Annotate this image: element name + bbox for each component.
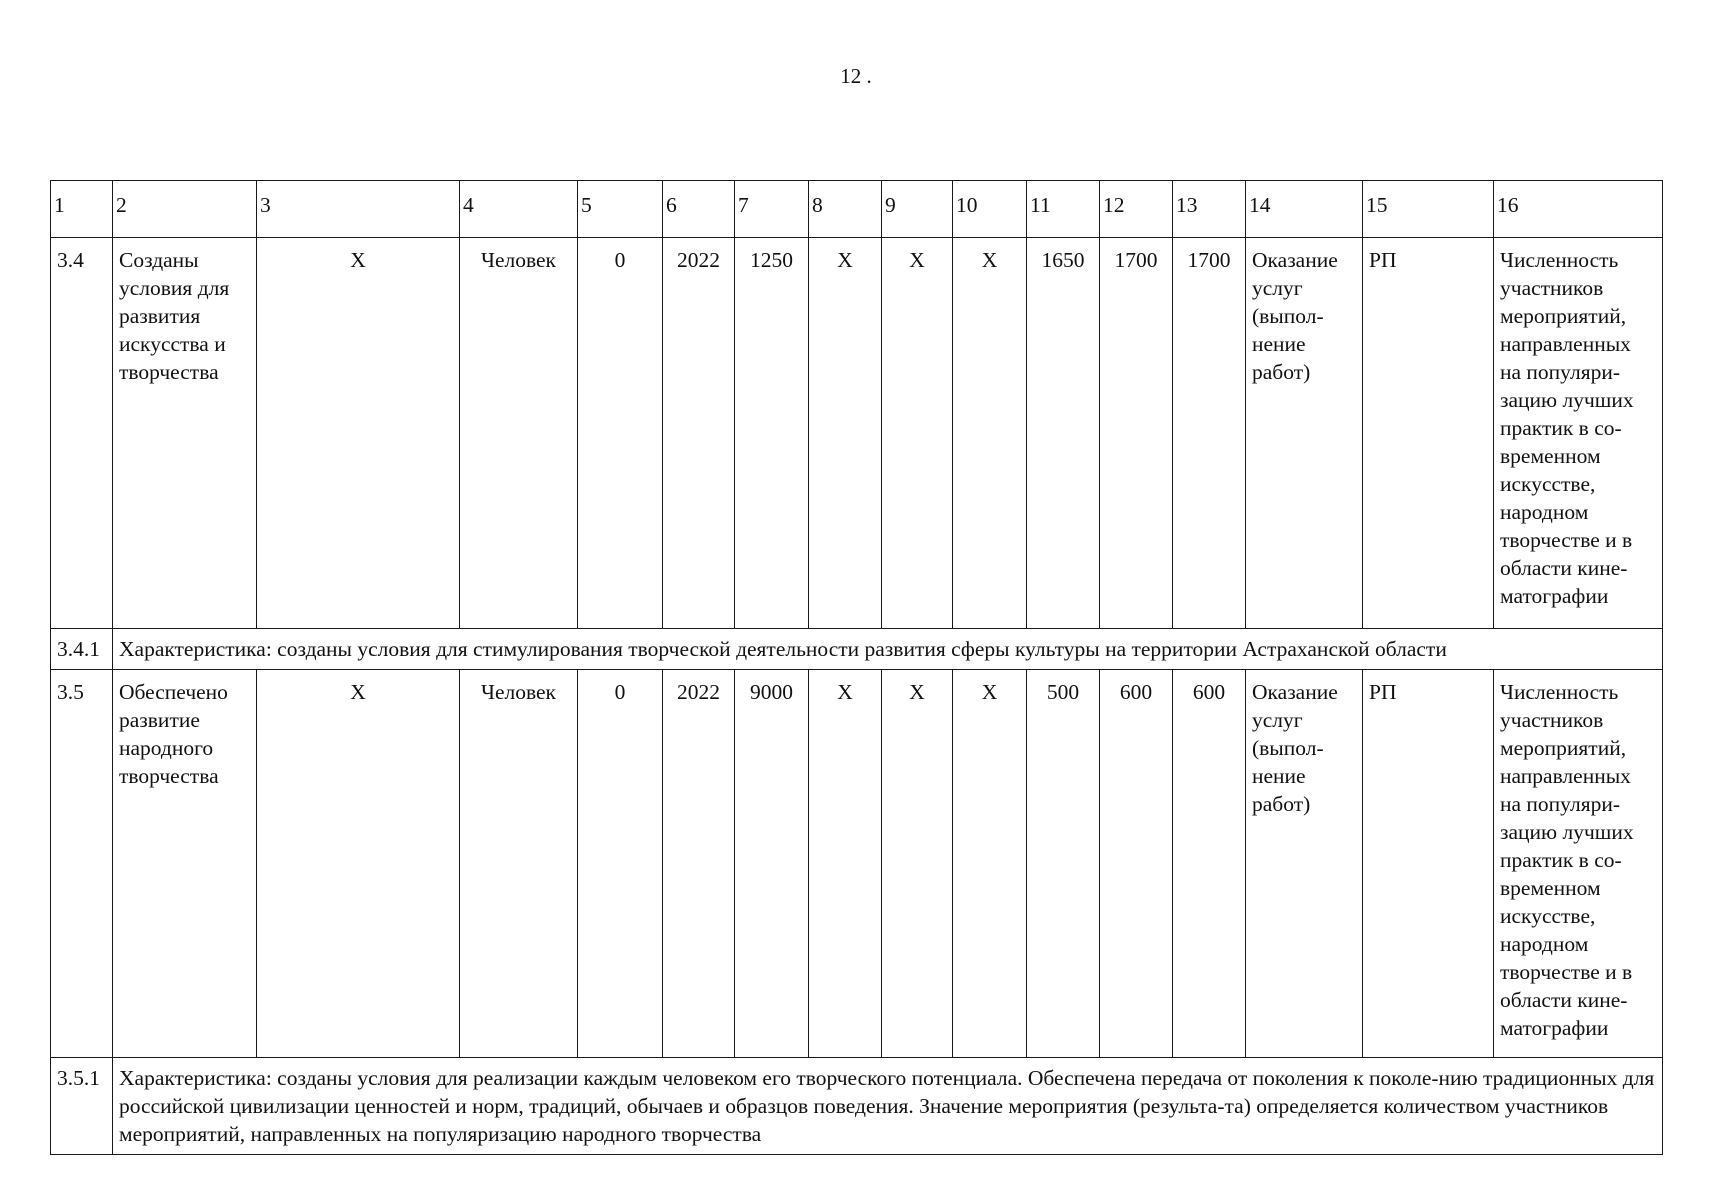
column-number-cell: 8 — [809, 181, 882, 238]
col3-value: Х — [257, 238, 460, 629]
result-name: Обеспечено развитие народного творчества — [113, 670, 257, 1058]
characteristic-row — [51, 1058, 1663, 1155]
base-value: 0 — [578, 670, 663, 1058]
result-description: Численность участников мероприятий, направленных на популяри-зацию лучших практик в со-временном искусстве, народном творчестве и в области кине-матографии — [1494, 238, 1663, 629]
col3-value: Х — [257, 670, 460, 1058]
col13-value: 600 — [1173, 670, 1246, 1058]
column-number-cell: 1 — [51, 181, 113, 238]
column-number-cell: 11 — [1027, 181, 1100, 238]
page-number: 12 . — [840, 64, 872, 88]
result-level: РП — [1363, 238, 1494, 629]
col13-value: 1700 — [1173, 238, 1246, 629]
column-number-cell: 4 — [460, 181, 578, 238]
col9-value: Х — [882, 670, 953, 1058]
result-level: РП — [1363, 670, 1494, 1058]
row-number: 3.4 — [51, 238, 113, 629]
base-year: 2022 — [663, 670, 735, 1058]
column-number-cell: 6 — [663, 181, 735, 238]
characteristic-number: 3.5.1 — [51, 1058, 113, 1155]
column-number-cell: 3 — [257, 181, 460, 238]
base-year: 2022 — [663, 238, 735, 629]
column-number-cell: 10 — [953, 181, 1027, 238]
column-number-cell: 7 — [735, 181, 809, 238]
column-number-cell: 9 — [882, 181, 953, 238]
characteristic-number: 3.4.1 — [51, 629, 113, 670]
characteristic-text: Характеристика: созданы условия для реализации каждым человеком его творческого потенциала. Обеспечена передача от поколения к поколе-нию традиционных для российской цивилизации ценностей и норм, традиций, обычаев и образцов поведения. Значение мероприятия (результа-та) определяется количеством участников мероприятий, направленных на популяризацию народного творчества — [113, 1058, 1663, 1155]
col7-value: 9000 — [735, 670, 809, 1058]
result-description: Численность участников мероприятий, направленных на популяри-зацию лучших практик в со-временном искусстве, народном творчестве и в области кине-матографии — [1494, 670, 1663, 1058]
col12-value: 600 — [1100, 670, 1173, 1058]
column-number-cell: 2 — [113, 181, 257, 238]
table-row — [51, 238, 1663, 629]
column-number-cell: 15 — [1363, 181, 1494, 238]
result-type: Оказание услуг (выпол-нение работ) — [1246, 238, 1363, 629]
result-name: Созданы условия для развития искусства и творчества — [113, 238, 257, 629]
column-number-cell: 14 — [1246, 181, 1363, 238]
characteristic-row — [51, 629, 1663, 670]
col10-value: Х — [953, 670, 1027, 1058]
table-row — [51, 670, 1663, 1058]
col10-value: Х — [953, 238, 1027, 629]
col8-value: Х — [809, 238, 882, 629]
col9-value: Х — [882, 238, 953, 629]
col11-value: 1650 — [1027, 238, 1100, 629]
characteristic-text: Характеристика: созданы условия для стимулирования творческой деятельности развития сферы культуры на территории Астраханской области — [113, 629, 1663, 670]
col7-value: 1250 — [735, 238, 809, 629]
unit-value: Человек — [460, 238, 578, 629]
unit-value: Человек — [460, 670, 578, 1058]
base-value: 0 — [578, 238, 663, 629]
col12-value: 1700 — [1100, 238, 1173, 629]
results-table — [50, 180, 1663, 1155]
column-number-row — [51, 181, 1663, 238]
row-number: 3.5 — [51, 670, 113, 1058]
col11-value: 500 — [1027, 670, 1100, 1058]
result-type: Оказание услуг (выпол-нение работ) — [1246, 670, 1363, 1058]
column-number-cell: 16 — [1494, 181, 1663, 238]
column-number-cell: 12 — [1100, 181, 1173, 238]
col8-value: Х — [809, 670, 882, 1058]
column-number-cell: 5 — [578, 181, 663, 238]
column-number-cell: 13 — [1173, 181, 1246, 238]
